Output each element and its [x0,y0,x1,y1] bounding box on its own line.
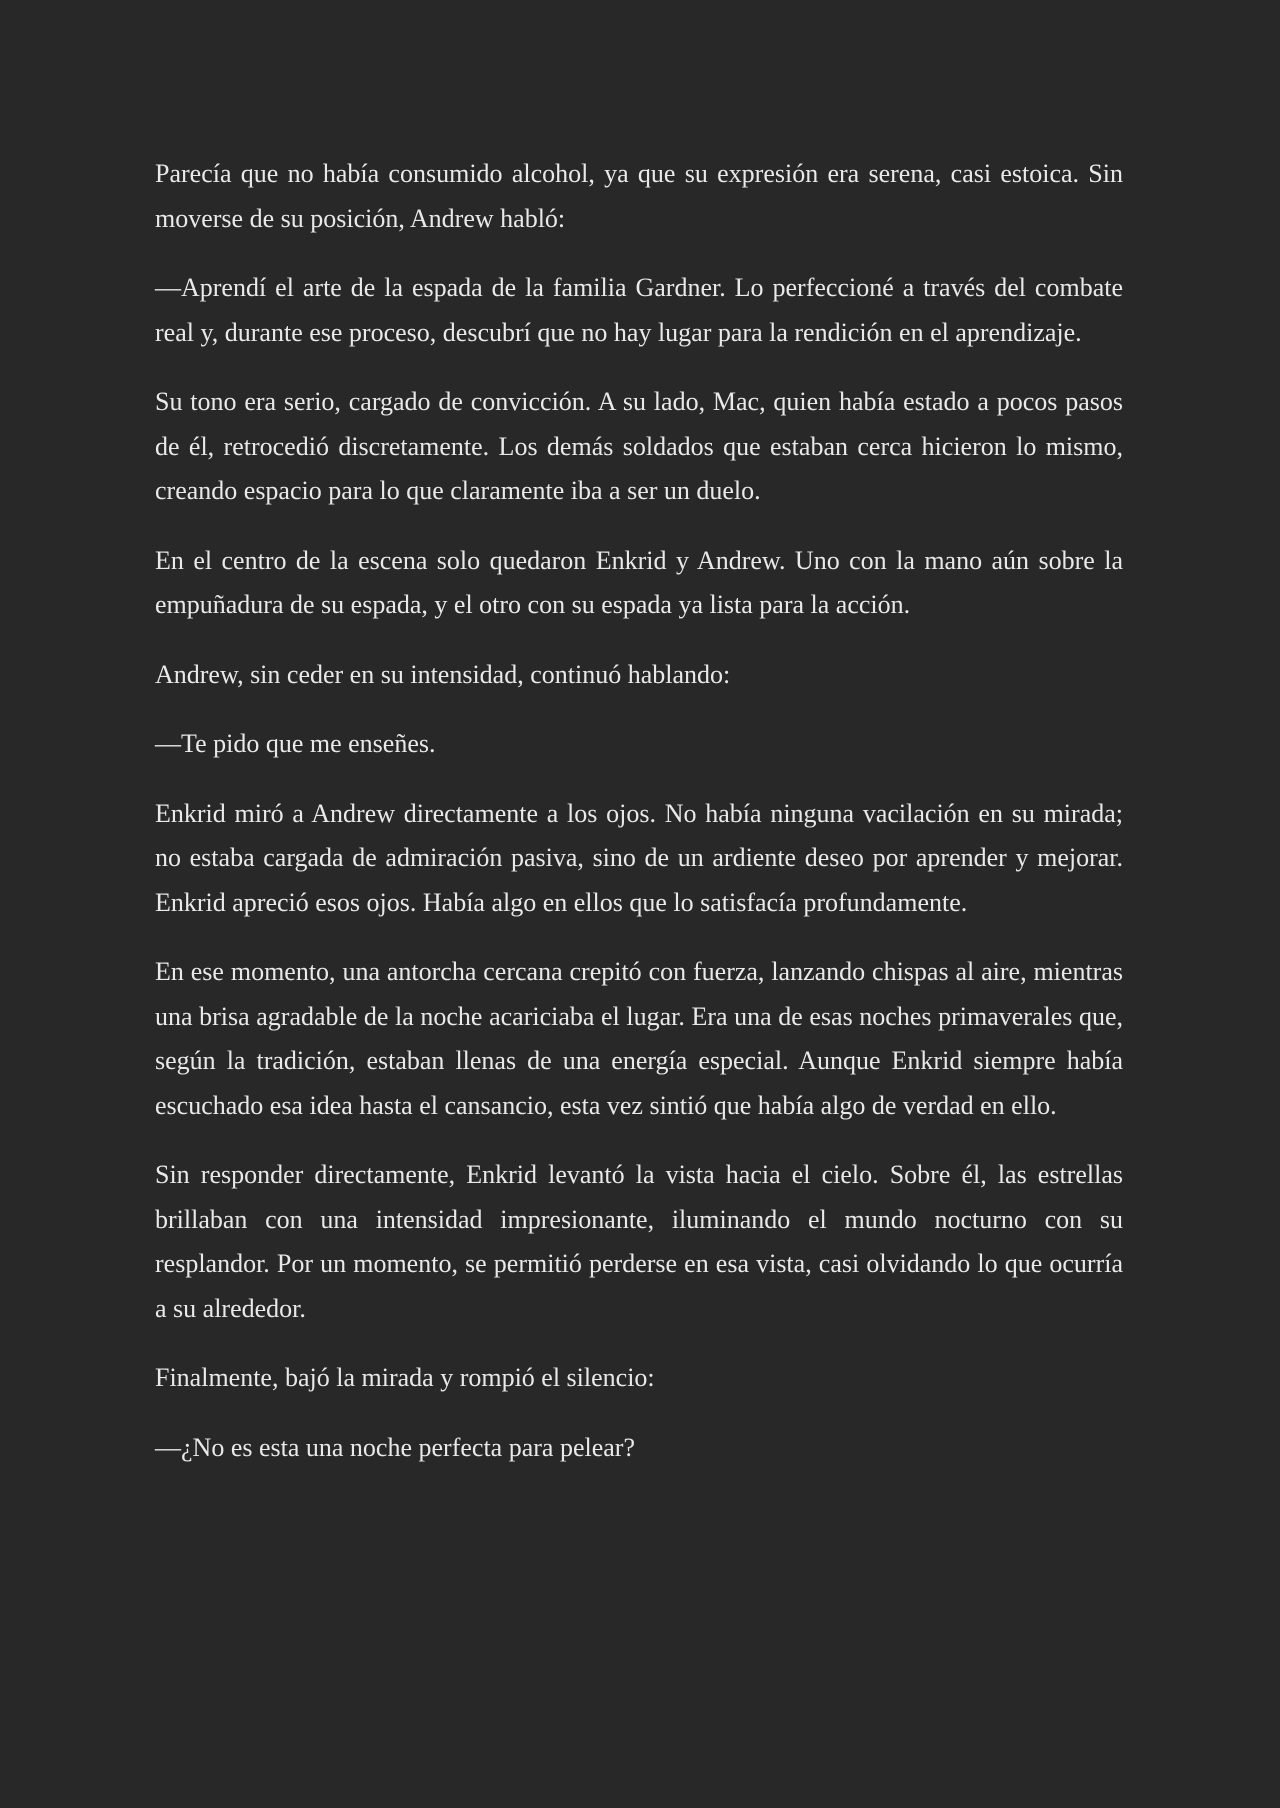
paragraph: —¿No es esta una noche perfecta para pelear? [155,1432,635,1462]
paragraph: En ese momento, una antorcha cercana crepitó con fuerza, lanzando chispas al aire, mientras una brisa agradable de la noche acariciaba el lugar. Era una de esas noches primaverales que, según la tradición, estaban llenas de una energía especial. Aunque Enkrid siempre había escuchado esa idea hasta el cansancio, esta vez sintió que había algo de verdad en ello. [155,957,1123,1120]
paragraph: En el centro de la escena solo quedaron Enkrid y Andrew. Uno con la mano aún sobre la empuñadura de su espada, y el otro con su espada ya lista para la acción. [155,545,1123,619]
paragraph: —Aprendí el arte de la espada de la familia Gardner. Lo perfeccioné a través del combate real y, durante ese proceso, descubrí que no hay lugar para la rendición en el aprendizaje. [155,273,1123,347]
paragraph: Sin responder directamente, Enkrid levantó la vista hacia el cielo. Sobre él, las estrellas brillaban con una intensidad impresionante, iluminando el mundo nocturno con su resplandor. Por un momento, se permitió perderse en esa vista, casi olvidando lo que ocurría a su alrededor. [155,1160,1123,1323]
paragraph: Enkrid miró a Andrew directamente a los ojos. No había ninguna vacilación en su mirada; no estaba cargada de admiración pasiva, sino de un ardiente deseo por aprender y mejorar. Enkrid apreció esos ojos. Había algo en ellos que lo satisfacía profundamente. [155,798,1123,917]
paragraph: Parecía que no había consumido alcohol, ya que su expresión era serena, casi estoica. Sin moverse de su posición, Andrew habló: [155,159,1123,233]
paragraph: —Te pido que me enseñes. [155,729,436,758]
paragraph: Finalmente, bajó la mirada y rompió el silencio: [155,1363,655,1392]
paragraph: Su tono era serio, cargado de convicción. A su lado, Mac, quien había estado a pocos pasos de él, retrocedió discretamente. Los demás soldados que estaban cerca hicieron lo mismo, creando espacio para lo que claramente iba a ser un duelo. [155,387,1123,505]
reader-page [155,152,1123,1495]
paragraph: Andrew, sin ceder en su intensidad, continuó hablando: [155,659,731,689]
